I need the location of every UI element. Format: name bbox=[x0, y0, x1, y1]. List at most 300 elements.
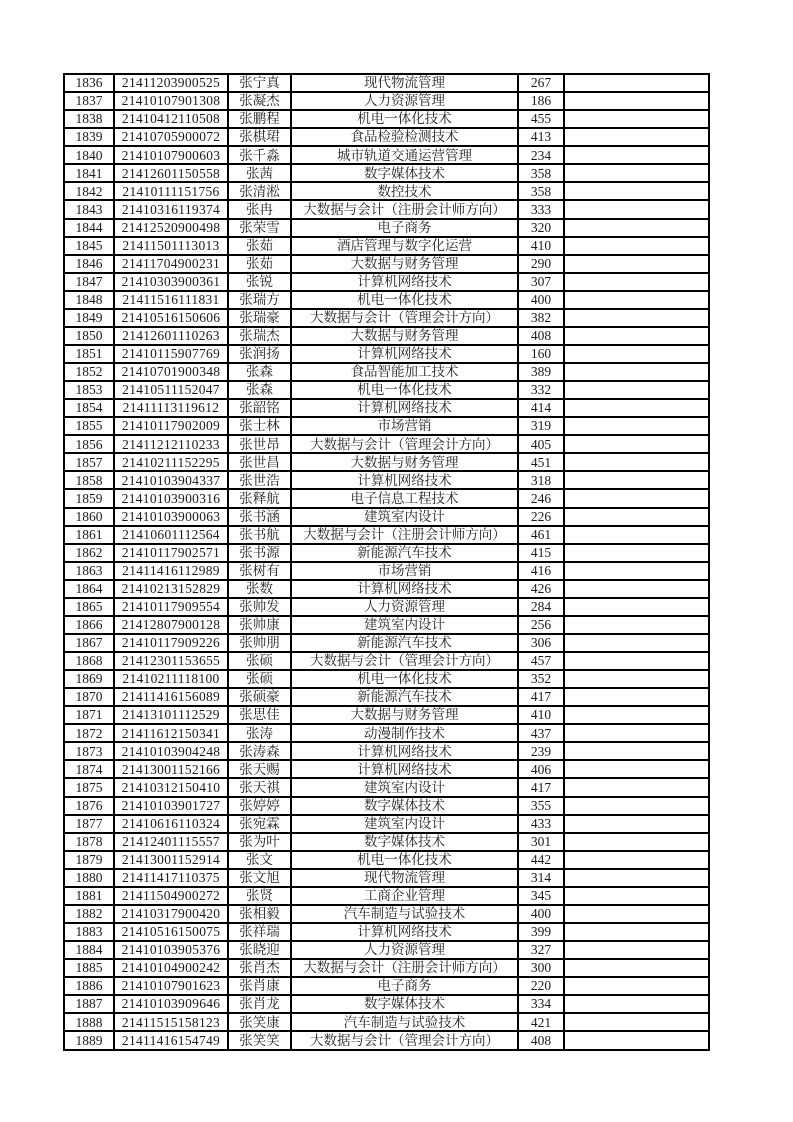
cell-major: 新能源汽车技术 bbox=[291, 688, 518, 706]
cell-score: 457 bbox=[518, 652, 564, 670]
cell-note bbox=[564, 309, 709, 327]
cell-row-no: 1860 bbox=[64, 508, 114, 526]
cell-name: 张文旭 bbox=[228, 869, 291, 887]
cell-note bbox=[564, 508, 709, 526]
cell-major: 大数据与会计（管理会计方向） bbox=[291, 309, 518, 327]
cell-student-id: 21410213152829 bbox=[114, 580, 228, 598]
cell-name: 张释航 bbox=[228, 489, 291, 507]
cell-major: 现代物流管理 bbox=[291, 74, 518, 92]
cell-name: 张帅发 bbox=[228, 598, 291, 616]
cell-major: 机电一体化技术 bbox=[291, 851, 518, 869]
cell-student-id: 21410516150606 bbox=[114, 309, 228, 327]
cell-row-no: 1875 bbox=[64, 778, 114, 796]
cell-score: 332 bbox=[518, 381, 564, 399]
cell-row-no: 1863 bbox=[64, 562, 114, 580]
cell-name: 张瑞豪 bbox=[228, 309, 291, 327]
cell-name: 张相毅 bbox=[228, 905, 291, 923]
cell-score: 267 bbox=[518, 74, 564, 92]
table-row bbox=[64, 923, 709, 941]
cell-name: 张硕 bbox=[228, 652, 291, 670]
cell-major: 数字媒体技术 bbox=[291, 995, 518, 1013]
cell-score: 426 bbox=[518, 580, 564, 598]
cell-note bbox=[564, 598, 709, 616]
cell-major: 大数据与会计（注册会计师方向） bbox=[291, 526, 518, 544]
cell-score: 352 bbox=[518, 670, 564, 688]
cell-major: 汽车制造与试验技术 bbox=[291, 905, 518, 923]
cell-row-no: 1889 bbox=[64, 1031, 114, 1050]
cell-score: 355 bbox=[518, 797, 564, 815]
cell-student-id: 21411704900231 bbox=[114, 255, 228, 273]
cell-major: 数字媒体技术 bbox=[291, 164, 518, 182]
cell-major: 计算机网络技术 bbox=[291, 471, 518, 489]
cell-score: 318 bbox=[518, 471, 564, 489]
table-row bbox=[64, 1031, 709, 1050]
table-row bbox=[64, 309, 709, 327]
cell-row-no: 1847 bbox=[64, 273, 114, 291]
cell-row-no: 1844 bbox=[64, 219, 114, 237]
cell-row-no: 1885 bbox=[64, 959, 114, 977]
cell-major: 建筑室内设计 bbox=[291, 815, 518, 833]
cell-row-no: 1836 bbox=[64, 74, 114, 92]
cell-row-no: 1876 bbox=[64, 797, 114, 815]
cell-student-id: 21410103900063 bbox=[114, 508, 228, 526]
cell-score: 186 bbox=[518, 92, 564, 110]
cell-name: 张思佳 bbox=[228, 706, 291, 724]
cell-score: 320 bbox=[518, 219, 564, 237]
cell-note bbox=[564, 652, 709, 670]
cell-name: 张涛 bbox=[228, 724, 291, 742]
cell-score: 408 bbox=[518, 1031, 564, 1050]
cell-score: 301 bbox=[518, 833, 564, 851]
cell-major: 电子信息工程技术 bbox=[291, 489, 518, 507]
cell-student-id: 21410117902571 bbox=[114, 544, 228, 562]
cell-score: 333 bbox=[518, 200, 564, 218]
table-row bbox=[64, 291, 709, 309]
table-row bbox=[64, 435, 709, 453]
cell-note bbox=[564, 110, 709, 128]
cell-student-id: 21410117909554 bbox=[114, 598, 228, 616]
cell-score: 406 bbox=[518, 760, 564, 778]
table-row bbox=[64, 526, 709, 544]
cell-major: 人力资源管理 bbox=[291, 598, 518, 616]
cell-name: 张肖康 bbox=[228, 977, 291, 995]
cell-student-id: 21412520900498 bbox=[114, 219, 228, 237]
cell-major: 计算机网络技术 bbox=[291, 273, 518, 291]
cell-note bbox=[564, 760, 709, 778]
cell-student-id: 21410303900361 bbox=[114, 273, 228, 291]
table-row bbox=[64, 616, 709, 634]
cell-score: 442 bbox=[518, 851, 564, 869]
cell-note bbox=[564, 255, 709, 273]
cell-score: 437 bbox=[518, 724, 564, 742]
cell-student-id: 21410117902009 bbox=[114, 417, 228, 435]
cell-row-no: 1837 bbox=[64, 92, 114, 110]
cell-note bbox=[564, 544, 709, 562]
cell-row-no: 1853 bbox=[64, 381, 114, 399]
cell-row-no: 1869 bbox=[64, 670, 114, 688]
table-row bbox=[64, 489, 709, 507]
cell-note bbox=[564, 74, 709, 92]
table-row bbox=[64, 833, 709, 851]
table-row bbox=[64, 815, 709, 833]
cell-row-no: 1867 bbox=[64, 634, 114, 652]
cell-row-no: 1838 bbox=[64, 110, 114, 128]
cell-major: 数控技术 bbox=[291, 182, 518, 200]
cell-major: 计算机网络技术 bbox=[291, 760, 518, 778]
cell-score: 389 bbox=[518, 363, 564, 381]
cell-row-no: 1881 bbox=[64, 887, 114, 905]
cell-major: 工商企业管理 bbox=[291, 887, 518, 905]
cell-row-no: 1877 bbox=[64, 815, 114, 833]
cell-note bbox=[564, 941, 709, 959]
cell-major: 电子商务 bbox=[291, 977, 518, 995]
cell-row-no: 1865 bbox=[64, 598, 114, 616]
cell-row-no: 1873 bbox=[64, 742, 114, 760]
cell-score: 234 bbox=[518, 146, 564, 164]
table-row bbox=[64, 869, 709, 887]
cell-student-id: 21411416156089 bbox=[114, 688, 228, 706]
cell-note bbox=[564, 562, 709, 580]
cell-row-no: 1864 bbox=[64, 580, 114, 598]
cell-score: 400 bbox=[518, 291, 564, 309]
cell-major: 新能源汽车技术 bbox=[291, 634, 518, 652]
cell-student-id: 21410107901623 bbox=[114, 977, 228, 995]
table-row bbox=[64, 778, 709, 796]
cell-row-no: 1855 bbox=[64, 417, 114, 435]
table-row bbox=[64, 508, 709, 526]
cell-row-no: 1842 bbox=[64, 182, 114, 200]
table-row bbox=[64, 742, 709, 760]
cell-row-no: 1883 bbox=[64, 923, 114, 941]
cell-note bbox=[564, 92, 709, 110]
cell-student-id: 21410103900316 bbox=[114, 489, 228, 507]
cell-name: 张书涵 bbox=[228, 508, 291, 526]
cell-note bbox=[564, 959, 709, 977]
cell-name: 张森 bbox=[228, 363, 291, 381]
cell-note bbox=[564, 200, 709, 218]
cell-name: 张天祺 bbox=[228, 778, 291, 796]
cell-major: 大数据与会计（注册会计师方向） bbox=[291, 959, 518, 977]
cell-name: 张清淞 bbox=[228, 182, 291, 200]
cell-note bbox=[564, 128, 709, 146]
cell-major: 大数据与会计（管理会计方向） bbox=[291, 435, 518, 453]
cell-score: 410 bbox=[518, 237, 564, 255]
cell-score: 306 bbox=[518, 634, 564, 652]
cell-major: 城市轨道交通运营管理 bbox=[291, 146, 518, 164]
cell-name: 张为叶 bbox=[228, 833, 291, 851]
cell-row-no: 1874 bbox=[64, 760, 114, 778]
cell-row-no: 1851 bbox=[64, 345, 114, 363]
cell-note bbox=[564, 489, 709, 507]
cell-row-no: 1880 bbox=[64, 869, 114, 887]
cell-student-id: 21410211152295 bbox=[114, 453, 228, 471]
table-row bbox=[64, 345, 709, 363]
cell-major: 人力资源管理 bbox=[291, 941, 518, 959]
cell-student-id: 21411516111831 bbox=[114, 291, 228, 309]
cell-major: 计算机网络技术 bbox=[291, 399, 518, 417]
cell-student-id: 21410103901727 bbox=[114, 797, 228, 815]
cell-name: 张硕豪 bbox=[228, 688, 291, 706]
cell-note bbox=[564, 381, 709, 399]
cell-student-id: 21412807900128 bbox=[114, 616, 228, 634]
cell-score: 408 bbox=[518, 327, 564, 345]
cell-note bbox=[564, 977, 709, 995]
cell-student-id: 21410511152047 bbox=[114, 381, 228, 399]
table-row bbox=[64, 182, 709, 200]
cell-note bbox=[564, 471, 709, 489]
cell-note bbox=[564, 291, 709, 309]
cell-score: 461 bbox=[518, 526, 564, 544]
cell-student-id: 21410107901308 bbox=[114, 92, 228, 110]
table-row bbox=[64, 670, 709, 688]
cell-score: 417 bbox=[518, 688, 564, 706]
cell-row-no: 1846 bbox=[64, 255, 114, 273]
table-row bbox=[64, 634, 709, 652]
cell-student-id: 21413101112529 bbox=[114, 706, 228, 724]
cell-major: 大数据与财务管理 bbox=[291, 327, 518, 345]
cell-name: 张冉 bbox=[228, 200, 291, 218]
cell-row-no: 1878 bbox=[64, 833, 114, 851]
cell-note bbox=[564, 797, 709, 815]
cell-row-no: 1840 bbox=[64, 146, 114, 164]
table-row bbox=[64, 363, 709, 381]
cell-student-id: 21410317900420 bbox=[114, 905, 228, 923]
table-row bbox=[64, 544, 709, 562]
cell-major: 市场营销 bbox=[291, 417, 518, 435]
cell-score: 358 bbox=[518, 182, 564, 200]
cell-note bbox=[564, 869, 709, 887]
cell-note bbox=[564, 1031, 709, 1050]
cell-student-id: 21411212110233 bbox=[114, 435, 228, 453]
cell-score: 256 bbox=[518, 616, 564, 634]
cell-major: 电子商务 bbox=[291, 219, 518, 237]
cell-note bbox=[564, 435, 709, 453]
cell-name: 张数 bbox=[228, 580, 291, 598]
cell-major: 人力资源管理 bbox=[291, 92, 518, 110]
cell-score: 405 bbox=[518, 435, 564, 453]
cell-major: 建筑室内设计 bbox=[291, 778, 518, 796]
cell-name: 张茹 bbox=[228, 237, 291, 255]
table-row bbox=[64, 417, 709, 435]
cell-student-id: 21410601112564 bbox=[114, 526, 228, 544]
cell-score: 314 bbox=[518, 869, 564, 887]
table-row bbox=[64, 255, 709, 273]
results-table bbox=[63, 73, 710, 1051]
cell-major: 动漫制作技术 bbox=[291, 724, 518, 742]
cell-major: 机电一体化技术 bbox=[291, 291, 518, 309]
cell-name: 张帅朋 bbox=[228, 634, 291, 652]
cell-score: 415 bbox=[518, 544, 564, 562]
cell-note bbox=[564, 995, 709, 1013]
cell-student-id: 21411203900525 bbox=[114, 74, 228, 92]
table-row bbox=[64, 146, 709, 164]
results-table-body bbox=[64, 74, 709, 1050]
cell-row-no: 1843 bbox=[64, 200, 114, 218]
cell-score: 220 bbox=[518, 977, 564, 995]
table-row bbox=[64, 200, 709, 218]
cell-row-no: 1857 bbox=[64, 453, 114, 471]
cell-major: 大数据与会计（管理会计方向） bbox=[291, 1031, 518, 1050]
cell-student-id: 21410316119374 bbox=[114, 200, 228, 218]
cell-score: 290 bbox=[518, 255, 564, 273]
cell-note bbox=[564, 905, 709, 923]
cell-note bbox=[564, 164, 709, 182]
cell-name: 张宛霖 bbox=[228, 815, 291, 833]
cell-note bbox=[564, 453, 709, 471]
cell-score: 399 bbox=[518, 923, 564, 941]
cell-major: 大数据与会计（管理会计方向） bbox=[291, 652, 518, 670]
cell-score: 345 bbox=[518, 887, 564, 905]
cell-row-no: 1868 bbox=[64, 652, 114, 670]
cell-student-id: 21411416112989 bbox=[114, 562, 228, 580]
cell-row-no: 1887 bbox=[64, 995, 114, 1013]
cell-major: 计算机网络技术 bbox=[291, 923, 518, 941]
cell-student-id: 21412601150558 bbox=[114, 164, 228, 182]
cell-row-no: 1856 bbox=[64, 435, 114, 453]
cell-name: 张鹏程 bbox=[228, 110, 291, 128]
cell-name: 张贤 bbox=[228, 887, 291, 905]
cell-note bbox=[564, 851, 709, 869]
table-row bbox=[64, 851, 709, 869]
cell-note bbox=[564, 670, 709, 688]
cell-name: 张士林 bbox=[228, 417, 291, 435]
table-row bbox=[64, 381, 709, 399]
cell-major: 市场营销 bbox=[291, 562, 518, 580]
cell-row-no: 1859 bbox=[64, 489, 114, 507]
cell-score: 417 bbox=[518, 778, 564, 796]
cell-name: 张世浩 bbox=[228, 471, 291, 489]
cell-note bbox=[564, 1013, 709, 1031]
cell-score: 413 bbox=[518, 128, 564, 146]
cell-major: 大数据与财务管理 bbox=[291, 706, 518, 724]
table-row bbox=[64, 598, 709, 616]
cell-score: 239 bbox=[518, 742, 564, 760]
cell-row-no: 1872 bbox=[64, 724, 114, 742]
cell-row-no: 1852 bbox=[64, 363, 114, 381]
cell-name: 张树有 bbox=[228, 562, 291, 580]
cell-note bbox=[564, 634, 709, 652]
cell-score: 400 bbox=[518, 905, 564, 923]
cell-major: 建筑室内设计 bbox=[291, 616, 518, 634]
cell-score: 358 bbox=[518, 164, 564, 182]
cell-major: 建筑室内设计 bbox=[291, 508, 518, 526]
cell-major: 计算机网络技术 bbox=[291, 345, 518, 363]
cell-student-id: 21411612150341 bbox=[114, 724, 228, 742]
cell-major: 现代物流管理 bbox=[291, 869, 518, 887]
cell-name: 张世昂 bbox=[228, 435, 291, 453]
table-row bbox=[64, 110, 709, 128]
cell-score: 226 bbox=[518, 508, 564, 526]
cell-student-id: 21410111151756 bbox=[114, 182, 228, 200]
cell-row-no: 1841 bbox=[64, 164, 114, 182]
cell-row-no: 1850 bbox=[64, 327, 114, 345]
cell-note bbox=[564, 778, 709, 796]
cell-note bbox=[564, 146, 709, 164]
table-row bbox=[64, 887, 709, 905]
table-row bbox=[64, 219, 709, 237]
cell-name: 张世昌 bbox=[228, 453, 291, 471]
cell-major: 大数据与财务管理 bbox=[291, 255, 518, 273]
cell-major: 食品智能加工技术 bbox=[291, 363, 518, 381]
cell-row-no: 1849 bbox=[64, 309, 114, 327]
cell-row-no: 1848 bbox=[64, 291, 114, 309]
cell-name: 张锐 bbox=[228, 273, 291, 291]
cell-row-no: 1882 bbox=[64, 905, 114, 923]
cell-name: 张晓迎 bbox=[228, 941, 291, 959]
cell-student-id: 21411501113013 bbox=[114, 237, 228, 255]
cell-name: 张宁真 bbox=[228, 74, 291, 92]
cell-row-no: 1839 bbox=[64, 128, 114, 146]
cell-major: 数字媒体技术 bbox=[291, 797, 518, 815]
cell-major: 计算机网络技术 bbox=[291, 742, 518, 760]
cell-row-no: 1866 bbox=[64, 616, 114, 634]
cell-name: 张荣雪 bbox=[228, 219, 291, 237]
table-row bbox=[64, 941, 709, 959]
cell-major: 机电一体化技术 bbox=[291, 381, 518, 399]
cell-major: 酒店管理与数字化运营 bbox=[291, 237, 518, 255]
cell-name: 张森 bbox=[228, 381, 291, 399]
table-row bbox=[64, 724, 709, 742]
cell-note bbox=[564, 688, 709, 706]
table-row bbox=[64, 562, 709, 580]
cell-row-no: 1854 bbox=[64, 399, 114, 417]
cell-student-id: 21411504900272 bbox=[114, 887, 228, 905]
cell-row-no: 1870 bbox=[64, 688, 114, 706]
cell-student-id: 21410104900242 bbox=[114, 959, 228, 977]
cell-name: 张润扬 bbox=[228, 345, 291, 363]
cell-note bbox=[564, 923, 709, 941]
cell-score: 246 bbox=[518, 489, 564, 507]
cell-note bbox=[564, 182, 709, 200]
cell-student-id: 21412601110263 bbox=[114, 327, 228, 345]
cell-major: 数字媒体技术 bbox=[291, 833, 518, 851]
cell-student-id: 21412401115557 bbox=[114, 833, 228, 851]
cell-row-no: 1888 bbox=[64, 1013, 114, 1031]
table-row bbox=[64, 237, 709, 255]
table-row bbox=[64, 453, 709, 471]
table-row bbox=[64, 128, 709, 146]
cell-student-id: 21410115907769 bbox=[114, 345, 228, 363]
cell-student-id: 21410103905376 bbox=[114, 941, 228, 959]
cell-score: 416 bbox=[518, 562, 564, 580]
cell-student-id: 21410412110508 bbox=[114, 110, 228, 128]
cell-student-id: 21411417110375 bbox=[114, 869, 228, 887]
cell-note bbox=[564, 526, 709, 544]
cell-major: 大数据与财务管理 bbox=[291, 453, 518, 471]
cell-name: 张笑康 bbox=[228, 1013, 291, 1031]
cell-student-id: 21411515158123 bbox=[114, 1013, 228, 1031]
cell-score: 307 bbox=[518, 273, 564, 291]
cell-score: 451 bbox=[518, 453, 564, 471]
cell-name: 张书源 bbox=[228, 544, 291, 562]
cell-note bbox=[564, 345, 709, 363]
cell-note bbox=[564, 706, 709, 724]
cell-student-id: 21410103904337 bbox=[114, 471, 228, 489]
cell-name: 张茜 bbox=[228, 164, 291, 182]
cell-major: 新能源汽车技术 bbox=[291, 544, 518, 562]
cell-score: 319 bbox=[518, 417, 564, 435]
cell-score: 160 bbox=[518, 345, 564, 363]
cell-student-id: 21411416154749 bbox=[114, 1031, 228, 1050]
cell-score: 414 bbox=[518, 399, 564, 417]
table-row bbox=[64, 995, 709, 1013]
cell-score: 284 bbox=[518, 598, 564, 616]
cell-name: 张文 bbox=[228, 851, 291, 869]
table-row bbox=[64, 580, 709, 598]
cell-name: 张韶铭 bbox=[228, 399, 291, 417]
cell-row-no: 1862 bbox=[64, 544, 114, 562]
cell-note bbox=[564, 724, 709, 742]
